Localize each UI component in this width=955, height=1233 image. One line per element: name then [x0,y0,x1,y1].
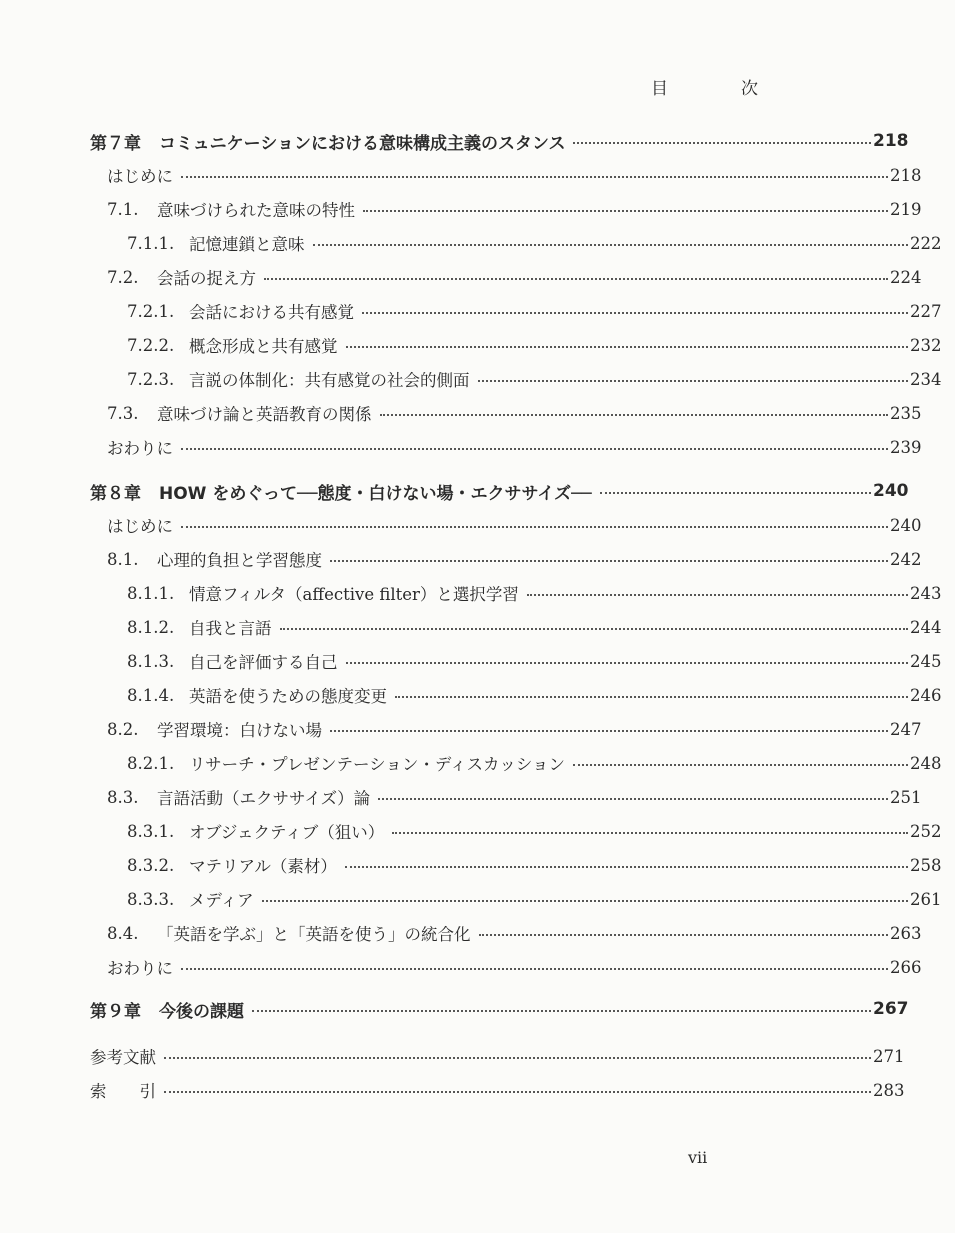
toc-entry-page: 252 [910,821,942,841]
toc-entry-title: 会話の捉え方 [157,269,256,288]
toc-entry-page: 227 [910,301,942,321]
toc-entry-number: 8.3.1. [127,821,175,841]
toc-entry-title: 参考文献 [90,1048,156,1067]
toc-entry-page: 263 [890,923,922,943]
dot-leader [330,729,888,732]
toc-entry-number: 8.1. [107,549,139,569]
toc-entry[interactable] [0,816,955,846]
dot-leader [392,831,908,834]
toc-entry[interactable] [0,510,935,540]
toc-entry[interactable] [0,680,955,710]
toc-entry-page: 218 [890,165,922,185]
dot-leader [164,1090,871,1093]
toc-entry-page: 240 [873,481,909,501]
dot-leader [346,345,909,348]
dot-leader [600,491,871,494]
dot-leader [181,525,888,528]
dot-leader [313,243,909,246]
dot-leader [181,447,888,450]
toc-chapter-entry[interactable] [0,994,918,1024]
toc-entry-title: HOW をめぐって──態度・白けない場・エクササイズ── [159,483,592,504]
toc-entry-title: オブジェクティブ（狙い） [189,823,385,842]
toc-entry[interactable] [0,194,935,224]
toc-entry-label [107,921,479,945]
toc-entry-page: 261 [910,889,942,909]
toc-entry-label [107,717,330,741]
toc-entry-page: 267 [873,999,909,1019]
toc-entry-number: 8.2.1. [127,753,175,773]
toc-entry-page: 244 [910,617,942,637]
toc-entry-label [127,333,346,357]
dot-leader [181,967,888,970]
toc-entry-number: 8.2. [107,719,139,739]
dot-leader [181,175,888,178]
toc-entry-title: 今後の課題 [159,1001,244,1022]
toc-entry-number: 第９章 [90,1001,141,1022]
toc-entry-page: 247 [890,719,922,739]
toc-entry-title: 記憶連鎖と意味 [189,235,305,254]
toc-entry-number: 7.2.2. [127,335,175,355]
toc-entry-page: 243 [910,583,942,603]
toc-entry-page: 234 [910,369,942,389]
toc-entry[interactable] [0,398,935,428]
toc-entry[interactable] [0,544,935,574]
toc-entry-title: 言語活動（エクササイズ）論 [157,789,371,808]
toc-entry-label [107,265,264,289]
toc-entry-number: 第７章 [90,133,141,154]
toc-entry-title: 意味づけられた意味の特性 [157,201,355,220]
toc-entry-number: 8.1.1. [127,583,175,603]
toc-entry-label [90,1044,164,1068]
toc-entry-label [107,955,181,979]
dot-leader [573,763,908,766]
toc-entry[interactable] [0,850,955,880]
toc-entry-label [127,649,346,673]
toc-entry-title: 「英語を学ぶ」と「英語を使う」の統合化 [157,925,471,944]
dot-leader [264,277,888,280]
dot-leader [280,627,909,630]
toc-entry[interactable] [0,1075,918,1105]
toc-entry-label [127,819,392,843]
toc-entry-label [90,479,600,504]
toc-chapter-entry[interactable] [0,126,918,156]
dot-leader [164,1056,871,1059]
toc-entry-title: 意味づけ論と英語教育の関係 [157,405,372,424]
toc-entry-page: 251 [890,787,922,807]
toc-entry-label [127,581,527,605]
dot-leader [362,311,908,314]
toc-entry-title: 学習環境：白けない場 [157,721,322,740]
toc-entry[interactable] [0,330,955,360]
toc-entry-page: 245 [910,651,942,671]
toc-entry-title: マテリアル（素材） [189,857,337,876]
toc-entry-number: 8.3.3. [127,889,175,909]
toc-entry-title: 会話における共有感覚 [189,303,354,322]
toc-entry-title: 心理的負担と学習態度 [157,551,322,570]
dot-leader [330,559,888,562]
toc-entry[interactable] [0,646,955,676]
toc-entry-number: 7.2. [107,267,139,287]
toc-entry-page: 258 [910,855,942,875]
toc-entry-label [107,197,363,221]
toc-entry-page: 240 [890,515,922,535]
toc-entry-label [127,299,362,323]
toc-entry[interactable] [0,748,955,778]
toc-entry-title: 情意フィルタ（affective filter）と選択学習 [189,585,519,604]
toc-entry-label [107,513,181,537]
toc-entry-page: 271 [873,1046,905,1066]
dot-leader [346,661,909,664]
toc-entry-label [107,547,330,571]
toc-entry-page: 283 [873,1080,905,1100]
toc-entry-label [127,751,573,775]
toc-entry[interactable] [0,432,935,462]
toc-entry-page: 218 [873,131,909,151]
toc-entry-label [107,401,380,425]
toc-entry-title: はじめに [107,167,173,186]
dot-leader [380,413,889,416]
toc-entry[interactable] [0,578,955,608]
toc-header-title: 目 次 [651,79,786,99]
dot-leader [478,379,909,382]
toc-entry-label [107,163,181,187]
toc-entry-number: 7.2.1. [127,301,175,321]
dot-leader [262,899,908,902]
toc-entry-page: 242 [890,549,922,569]
dot-leader [527,593,908,596]
page-number: vii [688,1148,708,1167]
dot-leader [252,1009,871,1012]
toc-entry-title: 索 引 [90,1082,156,1101]
dot-leader [479,933,889,936]
toc-entry-page: 222 [910,233,942,253]
toc-entry-number: 8.1.4. [127,685,175,705]
toc-entry-label [127,853,345,877]
toc-entry[interactable] [0,714,935,744]
toc-entry-page: 239 [890,437,922,457]
toc-entry-title: おわりに [107,439,173,458]
dot-leader [395,695,908,698]
dot-leader [378,797,888,800]
toc-entry[interactable] [0,884,955,914]
toc-entry-number: 8.4. [107,923,139,943]
toc-entry-title: おわりに [107,959,173,978]
toc-entry-label [127,367,478,391]
toc-entry-title: 言説の体制化：共有感覚の社会的側面 [189,371,470,390]
toc-entry-page: 266 [890,957,922,977]
toc-entry-number: 7.1. [107,199,139,219]
toc-entry-title: 英語を使うための態度変更 [189,687,387,706]
toc-entry-number: 7.1.1. [127,233,175,253]
toc-entry-number: 8.1.2. [127,617,175,637]
toc-entry-title: はじめに [107,517,173,536]
toc-entry[interactable] [0,228,955,258]
dot-leader [345,865,908,868]
toc-entry-label [90,129,573,154]
toc-entry-label [90,997,252,1022]
toc-entry-label [90,1078,164,1102]
toc-entry-title: 概念形成と共有感覚 [189,337,338,356]
toc-entry-number: 8.3. [107,787,139,807]
toc-entry-number: 8.1.3. [127,651,175,671]
toc-entry[interactable] [0,918,935,948]
toc-entry-page: 232 [910,335,942,355]
toc-entry-page: 224 [890,267,922,287]
toc-entry-label [107,785,378,809]
toc-entry-label [107,435,181,459]
toc-entry-title: コミュニケーションにおける意味構成主義のスタンス [159,133,566,154]
toc-chapter-entry[interactable] [0,476,918,506]
toc-entry[interactable] [0,1041,918,1071]
dot-leader [363,209,888,212]
toc-entry-number: 7.3. [107,403,139,423]
toc-entry-page: 235 [890,403,922,423]
toc-entry-title: 自我と言語 [189,619,272,638]
toc-entry-title: メディア [189,891,254,910]
toc-entry-page: 219 [890,199,922,219]
toc-entry-number: 7.2.3. [127,369,175,389]
toc-entry[interactable] [0,952,935,982]
toc-entry-label [127,231,313,255]
toc-entry-number: 8.3.2. [127,855,175,875]
toc-entry[interactable] [0,782,935,812]
toc-entry[interactable] [0,296,955,326]
toc-entry[interactable] [0,262,935,292]
toc-entry-page: 246 [910,685,942,705]
toc-entry-label [127,887,262,911]
toc-entry-title: 自己を評価する自己 [189,653,338,672]
toc-entry-label [127,683,395,707]
toc-entry-title: リサーチ・プレゼンテーション・ディスカッション [189,755,566,774]
toc-entry-label [127,615,280,639]
toc-entry-page: 248 [910,753,942,773]
toc-entry[interactable] [0,364,955,394]
toc-entry[interactable] [0,612,955,642]
toc-entry-number: 第８章 [90,483,141,504]
toc-entry[interactable] [0,160,935,190]
dot-leader [573,141,871,144]
